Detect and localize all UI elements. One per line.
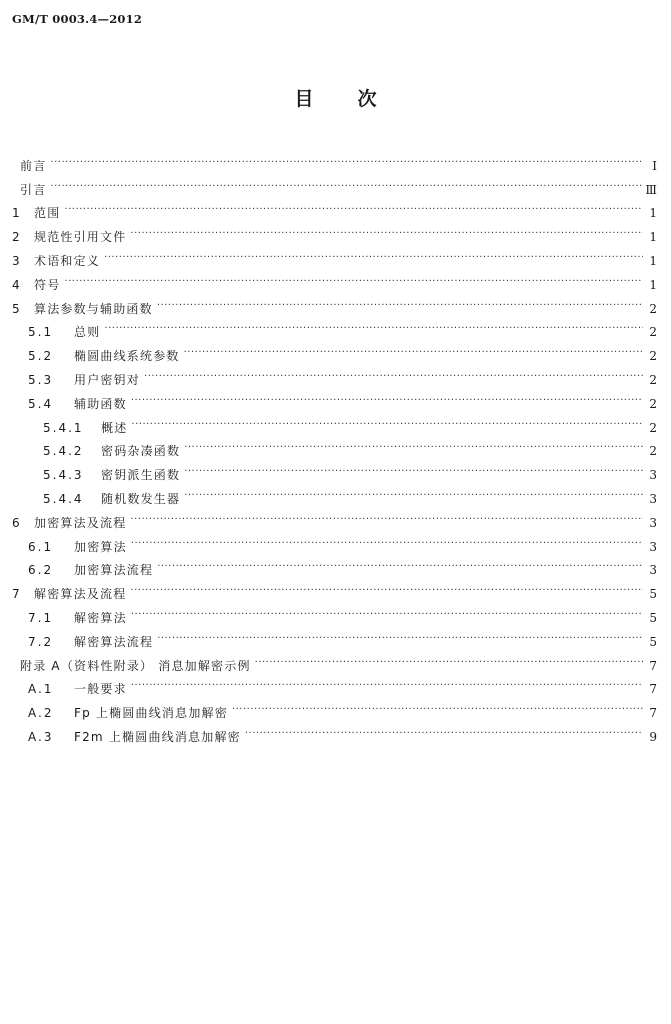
toc-entry-number: 2 [12, 230, 22, 245]
toc-entry-page: Ⅰ [652, 158, 657, 173]
toc-entry-number: 5.4 [28, 396, 54, 411]
page-title [0, 84, 671, 111]
toc-entry-number: 4 [12, 277, 22, 292]
toc-entry-page: 7 [649, 682, 657, 697]
dot-leader [50, 157, 643, 175]
toc-entry[interactable] [12, 508, 657, 532]
toc-entry-label: 辅助函数 [74, 396, 127, 411]
dot-leader [131, 538, 643, 556]
dot-leader [130, 228, 643, 246]
toc-entry-label: 范围 [34, 206, 61, 221]
toc-entry-number: A.3 [28, 729, 54, 744]
standard-header [12, 12, 142, 26]
dot-leader [130, 585, 643, 603]
toc-entry-page: 2 [649, 301, 657, 316]
toc-entry-number: 5.4.1 [43, 420, 84, 435]
toc-entry-page: 5 [649, 634, 657, 649]
dot-leader [245, 728, 643, 746]
toc-entry-label: 概述 [101, 420, 128, 435]
dot-leader [64, 276, 643, 294]
toc-entry-label: 解密算法 [74, 610, 127, 625]
title-char-2: 次 [357, 88, 377, 110]
toc-entry-label: 引言 [20, 182, 47, 197]
toc-entry-number: 7.2 [28, 634, 54, 649]
toc-entry[interactable] [12, 579, 657, 603]
toc-entry-page: 2 [649, 325, 657, 340]
toc-entry[interactable] [12, 698, 657, 722]
toc-entry-page: 2 [649, 396, 657, 411]
title-char-1: 目 [294, 88, 314, 110]
toc-entry-label: 总则 [74, 325, 101, 340]
toc-entry[interactable] [12, 246, 657, 270]
toc-entry-label: 规范性引用文件 [34, 230, 127, 245]
toc-entry-label: 用户密钥对 [74, 372, 141, 387]
toc-entry-number: A.1 [28, 682, 54, 697]
dot-leader [64, 204, 643, 222]
toc-entry-number: 5.2 [28, 349, 54, 364]
toc-entry-page: 1 [649, 253, 657, 268]
dot-leader [184, 347, 643, 365]
toc-entry[interactable] [12, 627, 657, 651]
toc-entry-label: 密钥派生函数 [101, 468, 181, 483]
toc-entry[interactable] [12, 484, 657, 508]
toc-entry-number: 5.4.2 [43, 444, 84, 459]
toc-entry-label: 前言 [20, 158, 47, 173]
dot-leader [131, 609, 643, 627]
toc-entry[interactable] [12, 460, 657, 484]
dot-leader [184, 466, 643, 484]
toc-entry-label: 加密算法流程 [74, 563, 154, 578]
toc-entry[interactable] [12, 175, 657, 199]
dot-leader [184, 442, 643, 460]
toc-entry-label: 附录 A（资料性附录） 消息加解密示例 [20, 658, 251, 673]
dot-leader [157, 633, 643, 651]
toc-entry-page: 2 [649, 349, 657, 364]
toc-entry-page: 1 [649, 206, 657, 221]
dot-leader [232, 704, 643, 722]
toc-entry-number: 5.4.3 [43, 468, 84, 483]
dot-leader [104, 323, 643, 341]
toc-entry-label: 一般要求 [74, 682, 127, 697]
toc-entry[interactable] [12, 603, 657, 627]
toc-entry-page: 2 [649, 420, 657, 435]
dot-leader [144, 371, 643, 389]
dot-leader [50, 181, 641, 199]
toc-entry[interactable] [12, 365, 657, 389]
toc-entry-page: 7 [649, 706, 657, 721]
toc-entry-page: 2 [649, 444, 657, 459]
toc-entry-number: 1 [12, 206, 22, 221]
toc-entry-page: 3 [649, 515, 657, 530]
toc-entry-number: 3 [12, 253, 22, 268]
toc-entry[interactable] [12, 556, 657, 580]
dot-leader [104, 252, 643, 270]
toc-entry-page: 5 [649, 610, 657, 625]
toc-entry-page: 3 [649, 539, 657, 554]
toc-entry[interactable] [12, 341, 657, 365]
toc-entry-label: F2m 上椭圆曲线消息加解密 [74, 729, 241, 744]
toc-entry-page: 2 [649, 372, 657, 387]
toc-entry-page: Ⅲ [645, 182, 657, 197]
toc-entry-number: A.2 [28, 706, 54, 721]
dot-leader [131, 395, 643, 413]
toc-entry[interactable] [12, 222, 657, 246]
toc-entry-page: 3 [649, 563, 657, 578]
dot-leader [131, 419, 643, 437]
toc-entry-label: 加密算法及流程 [34, 515, 127, 530]
toc-entry-page: 1 [649, 230, 657, 245]
toc-entry-label: Fp 上椭圆曲线消息加解密 [74, 706, 228, 721]
dot-leader [184, 490, 643, 508]
toc-entry-page: 7 [649, 658, 657, 673]
toc-entry-page: 3 [649, 491, 657, 506]
toc-entry-label: 术语和定义 [34, 253, 101, 268]
toc-entry-number: 7.1 [28, 610, 54, 625]
toc-entry[interactable] [12, 270, 657, 294]
table-of-contents [12, 151, 657, 746]
toc-entry[interactable] [12, 151, 657, 175]
toc-entry[interactable] [12, 722, 657, 746]
toc-entry[interactable] [12, 294, 657, 318]
toc-entry-label: 椭圆曲线系统参数 [74, 349, 180, 364]
toc-entry-number: 6.1 [28, 539, 54, 554]
dot-leader [255, 657, 643, 675]
toc-entry-label: 随机数发生器 [101, 491, 181, 506]
toc-entry[interactable] [12, 532, 657, 556]
toc-entry[interactable] [12, 437, 657, 461]
toc-entry[interactable] [12, 318, 657, 342]
toc-entry-page: 3 [649, 468, 657, 483]
toc-entry-label: 加密算法 [74, 539, 127, 554]
toc-entry-number: 5 [12, 301, 22, 316]
toc-entry-page: 1 [649, 277, 657, 292]
toc-entry-page: 5 [649, 587, 657, 602]
toc-entry[interactable] [12, 199, 657, 223]
toc-entry-label: 密码杂凑函数 [101, 444, 181, 459]
toc-entry-number: 5.4.4 [43, 491, 84, 506]
toc-entry-number: 5.3 [28, 372, 54, 387]
toc-entry-label: 算法参数与辅助函数 [34, 301, 153, 316]
toc-entry-label: 符号 [34, 277, 61, 292]
dot-leader [130, 514, 643, 532]
standard-id: GM/T 0003.4—2012 [12, 12, 143, 26]
toc-entry-label: 解密算法流程 [74, 634, 154, 649]
toc-entry[interactable] [12, 413, 657, 437]
toc-entry[interactable] [12, 675, 657, 699]
toc-entry[interactable] [12, 389, 657, 413]
dot-leader [157, 300, 643, 318]
toc-entry-label: 解密算法及流程 [34, 587, 127, 602]
toc-entry-number: 7 [12, 587, 22, 602]
toc-entry-number: 5.1 [28, 325, 54, 340]
dot-leader [157, 561, 643, 579]
toc-entry[interactable] [12, 651, 657, 675]
dot-leader [131, 680, 643, 698]
toc-entry-number: 6 [12, 515, 22, 530]
toc-entry-number: 6.2 [28, 563, 54, 578]
toc-entry-page: 9 [649, 729, 657, 744]
